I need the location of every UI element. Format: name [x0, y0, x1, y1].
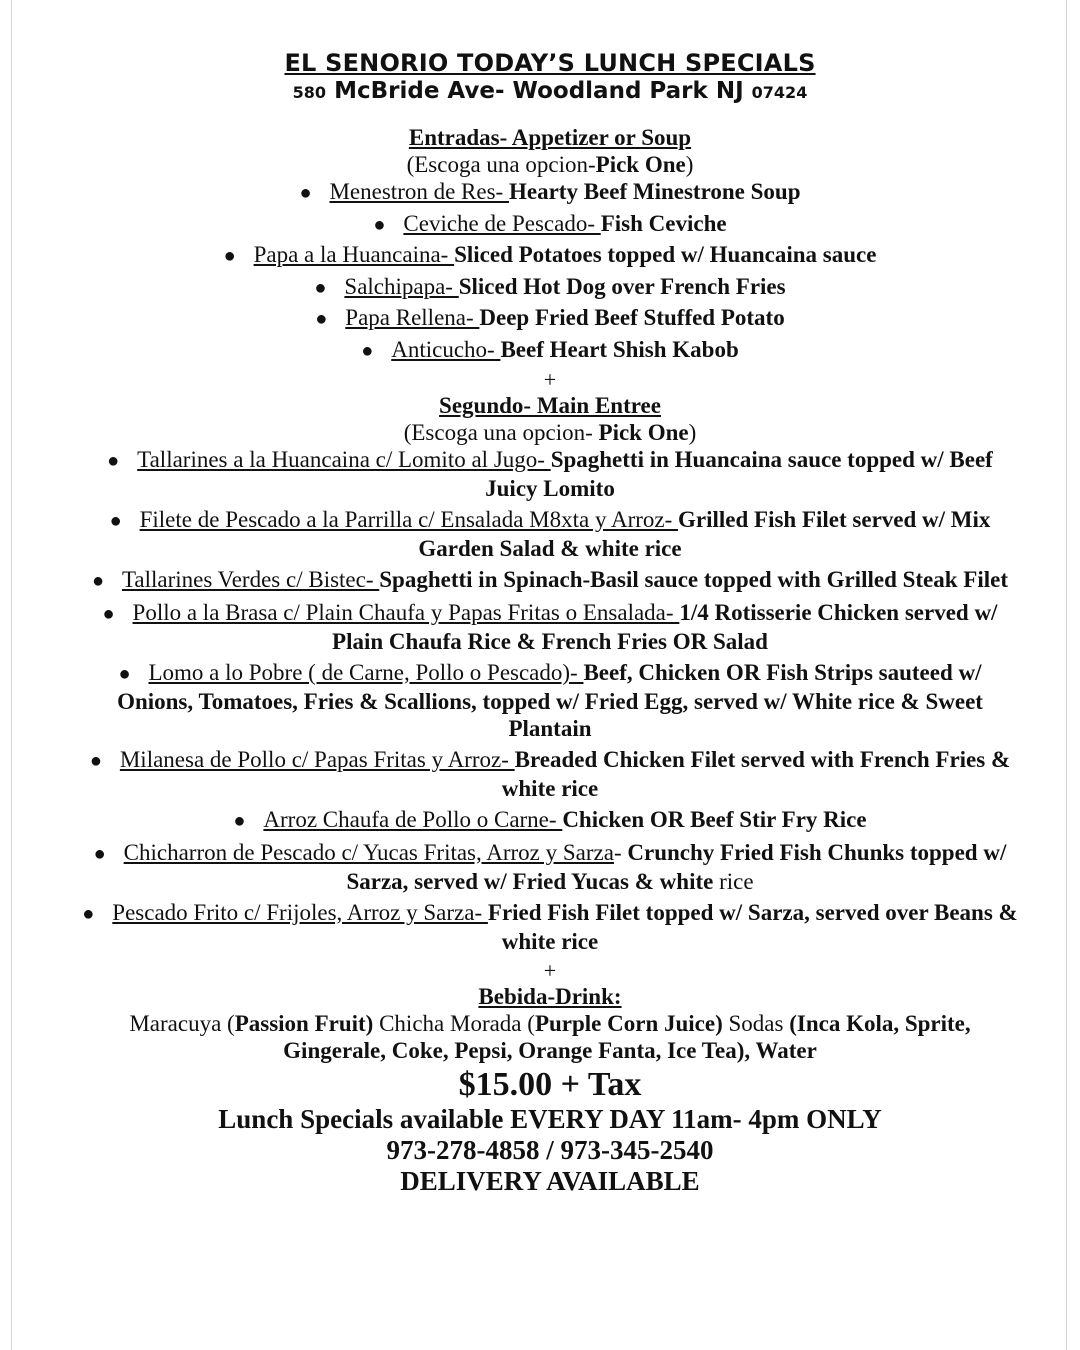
list-item: ● Chicharron de Pescado c/ Yucas Fritas, Arroz y Sarza- Crunchy Fried Fish Chunks topped w/ Sarza, served w/ Fried Yucas & white rice	[93, 839, 1007, 894]
list-item: ● Lomo a lo Pobre ( de Carne, Pollo o Pescado)- Beef, Chicken OR Fish Strips sauteed w/ Onions, Tomatoes, Fries & Scallions, topped w/ Fried Egg, served w/ White rice & Sweet Plantain	[117, 659, 983, 741]
menu-sheet	[80, 48, 1020, 1197]
bullet-icon: ●	[223, 245, 236, 268]
list-item: ● Salchipapa- Sliced Hot Dog over French Fries	[80, 273, 1020, 302]
drinks-list: Maracuya (Passion Fruit) Chicha Morada (Purple Corn Juice) Sodas (Inca Kola, Sprite, Gingerale, Coke, Pepsi, Orange Fanta, Ice Tea), Water	[129, 1010, 971, 1063]
list-item: ● Tallarines Verdes c/ Bistec- Spaghetti in Spinach-Basil sauce topped with Grilled Steak Filet	[80, 566, 1020, 595]
list-item: ● Menestron de Res- Hearty Beef Minestrone Soup	[80, 178, 1020, 207]
restaurant-title: EL SENORIO TODAY’S LUNCH SPECIALS	[284, 49, 816, 77]
address-zip: 07424	[751, 83, 808, 102]
delivery-note: DELIVERY AVAILABLE	[400, 1165, 700, 1196]
bullet-icon: ●	[233, 809, 246, 832]
bebida-title: Bebida-Drink:	[478, 983, 622, 1009]
address-number: 580	[292, 83, 327, 102]
restaurant-address	[80, 78, 1020, 106]
list-item: ● Arroz Chaufa de Pollo o Carne- Chicken OR Beef Stir Fry Rice	[80, 806, 1020, 835]
segundo-title: Segundo- Main Entree	[439, 392, 661, 418]
list-item: ● Pescado Frito c/ Frijoles, Arroz y Sarza- Fried Fish Filet topped w/ Sarza, served over Beans & white rice	[82, 899, 1018, 954]
bullet-icon: ●	[102, 602, 115, 625]
bullet-icon: ●	[361, 339, 374, 362]
bullet-icon: ●	[109, 509, 122, 532]
bullet-icon: ●	[373, 213, 386, 236]
bullet-icon: ●	[93, 842, 106, 865]
entradas-title: Entradas- Appetizer or Soup	[408, 125, 692, 150]
bullet-icon: ●	[118, 662, 131, 685]
list-item: ● Milanesa de Pollo c/ Papas Fritas y Arroz- Breaded Chicken Filet served with French Fries & white rice	[89, 746, 1011, 801]
plus-separator: +	[543, 366, 557, 392]
list-item: ● Anticucho- Beef Heart Shish Kabob	[80, 336, 1020, 365]
bullet-icon: ●	[89, 749, 102, 772]
list-item: ● Tallarines a la Huancaina c/ Lomito al Jugo- Spaghetti in Huancaina sauce topped w/ Beef Juicy Lomito	[107, 446, 993, 501]
entradas-instruction: (Escoga una opcion-Pick One)	[406, 152, 694, 177]
plus-separator: +	[543, 957, 557, 983]
list-item: ● Filete de Pescado a la Parrilla c/ Ensalada M8xta y Arroz- Grilled Fish Filet served w/ Mix Garden Salad & white rice	[109, 506, 991, 561]
list-item: ● Ceviche de Pescado- Fish Ceviche	[80, 210, 1020, 239]
phone-numbers: 973-278-4858 / 973-345-2540	[386, 1134, 714, 1165]
address-street: McBride Ave- Woodland Park NJ	[334, 78, 744, 104]
bullet-icon: ●	[314, 276, 327, 299]
list-item: ● Papa a la Huancaina- Sliced Potatoes topped w/ Huancaina sauce	[80, 241, 1020, 270]
bullet-icon: ●	[82, 902, 95, 925]
availability-note: Lunch Specials available EVERY DAY 11am- 4pm ONLY	[218, 1103, 882, 1134]
bullet-icon: ●	[91, 569, 105, 592]
segundo-instruction: (Escoga una opcion- Pick One)	[403, 419, 697, 445]
bullet-icon: ●	[315, 308, 328, 331]
list-item: ● Papa Rellena- Deep Fried Beef Stuffed Potato	[80, 304, 1020, 333]
price: $15.00 + Tax	[458, 1065, 642, 1103]
bullet-icon: ●	[299, 182, 312, 204]
segundo-list	[80, 446, 1020, 955]
entradas-list	[80, 178, 1020, 365]
bullet-icon: ●	[107, 449, 120, 472]
list-item: ● Pollo a la Brasa c/ Plain Chaufa y Papas Fritas o Ensalada- 1/4 Rotisserie Chicken served w/ Plain Chaufa Rice & French Fries OR Salad	[102, 599, 998, 654]
